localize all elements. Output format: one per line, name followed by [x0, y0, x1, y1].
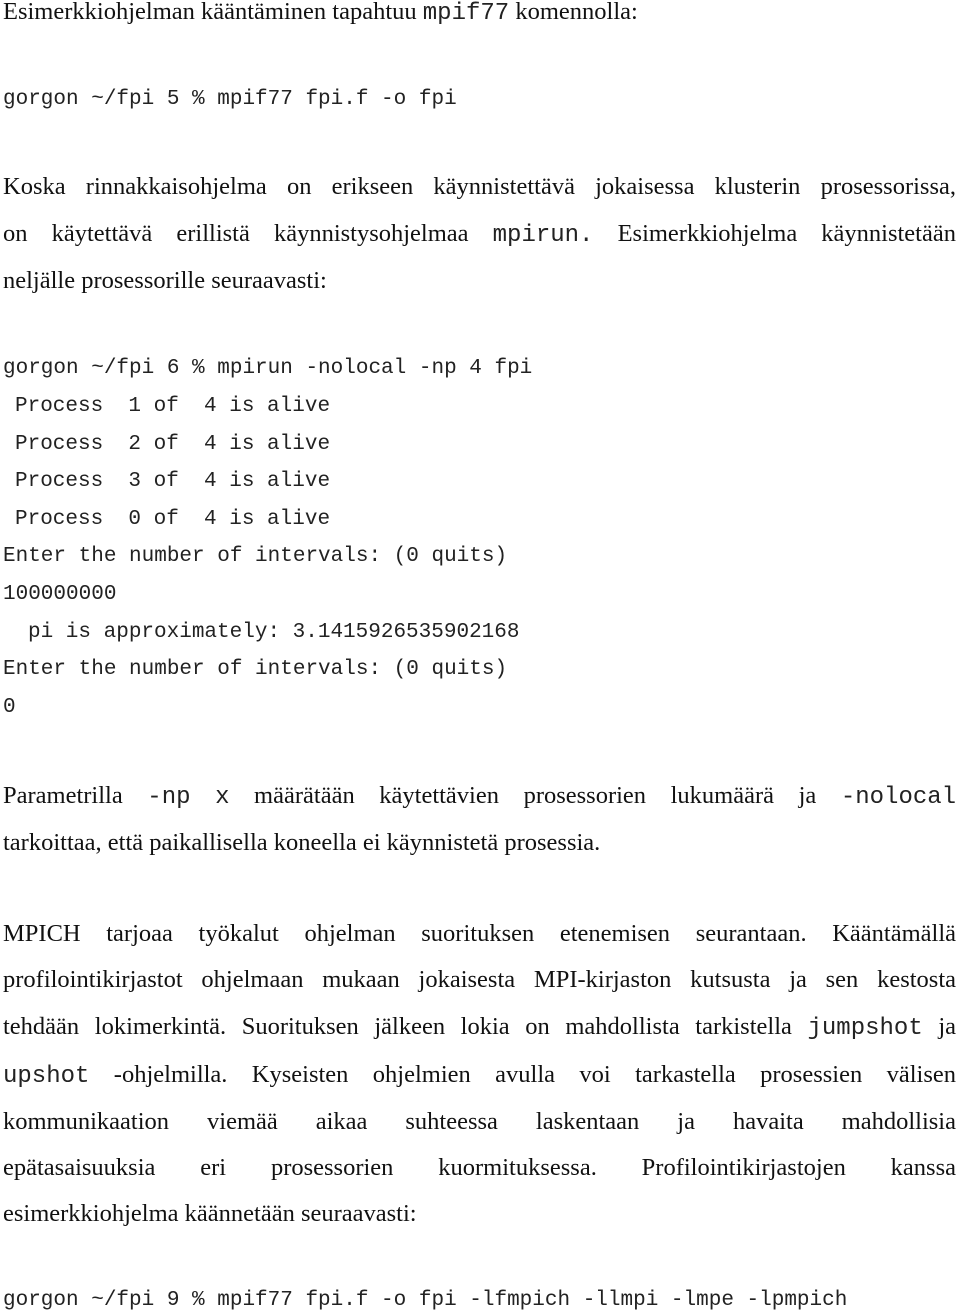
inline-command: upshot: [3, 1063, 90, 1090]
paragraph-mpirun-line1: Koska rinnakkaisohjelma on erikseen käynnistettävä jokaisessa klusterin prosessorissa,: [3, 173, 956, 200]
text: ja: [798, 782, 817, 809]
text: Parametrilla: [3, 782, 123, 809]
text: tehdään lokimerkintä. Suorituksen jälkeen lokia on mahdollista tarkistella: [3, 1013, 808, 1040]
paragraph-profiling-line1: MPICH tarjoaa työkalut ohjelman suorituksen etenemisen seurantaan. Kääntämällä: [3, 920, 956, 947]
code-profiling-compile: gorgon ~/fpi 9 % mpif77 fpi.f -o fpi -lfmpich -llmpi -lmpe -lpmpich: [3, 1289, 848, 1312]
text: Esimerkkiohjelman kääntäminen tapahtuu: [3, 0, 423, 25]
code-prompt: Enter the number of intervals: (0 quits): [3, 658, 508, 681]
text: Esimerkkiohjelma käynnistetään: [593, 220, 956, 247]
inline-option-arg: x: [215, 784, 230, 811]
code-mpirun-command: gorgon ~/fpi 6 % mpirun -nolocal -np 4 fpi: [3, 357, 533, 380]
text: komennolla:: [509, 0, 638, 25]
inline-command: mpirun.: [492, 222, 594, 249]
text: on käytettävä erillistä käynnistysohjelmaa: [3, 220, 493, 247]
code-prompt: Enter the number of intervals: (0 quits): [3, 545, 508, 568]
code-process-line: Process 2 of 4 is alive: [15, 433, 331, 456]
code-input: 0: [3, 696, 16, 719]
paragraph-mpirun-line3: neljälle prosessorille seuraavasti:: [3, 267, 327, 294]
code-process-line: Process 1 of 4 is alive: [15, 395, 331, 418]
inline-option: -np: [147, 784, 191, 811]
paragraph-profiling-line6: epätasaisuuksia eri prosessorien kuormituksessa. Profilointikirjastojen kanssa: [3, 1154, 956, 1181]
inline-command: mpif77: [422, 0, 510, 27]
text: prosessorien: [523, 782, 647, 809]
code-process-line: Process 0 of 4 is alive: [15, 508, 331, 531]
text: lukumäärä: [670, 782, 775, 809]
paragraph-profiling-line7: esimerkkiohjelma käännetään seuraavasti:: [3, 1200, 417, 1227]
paragraph-profiling-line3: [3, 1015, 956, 1041]
paragraph-params-line1: [3, 784, 956, 810]
text: käytettävien: [379, 782, 499, 809]
paragraph-profiling-line5: kommunikaation viemää aikaa suhteessa laskentaan ja havaita mahdollisia: [3, 1108, 956, 1135]
paragraph-profiling-line4: [3, 1063, 956, 1089]
text: ja: [922, 1013, 956, 1040]
code-compile-command: gorgon ~/fpi 5 % mpif77 fpi.f -o fpi: [3, 88, 457, 111]
text: -ohjelmilla. Kyseisten ohjelmien avulla voi tarkastella prosessien välisen: [89, 1061, 956, 1088]
paragraph-mpirun-line2: [3, 222, 956, 248]
code-input: 100000000: [3, 583, 117, 606]
code-process-line: Process 3 of 4 is alive: [15, 470, 331, 493]
inline-option: -nolocal: [840, 784, 957, 811]
text: määrätään: [254, 782, 355, 809]
code-result: pi is approximately: 3.1415926535902168: [28, 621, 520, 644]
inline-command: jumpshot: [807, 1015, 923, 1042]
paragraph-params-line2: tarkoittaa, että paikallisella koneella ei käynnistetä prosessia.: [3, 829, 601, 856]
paragraph-profiling-line2: profilointikirjastot ohjelmaan mukaan jokaisesta MPI-kirjaston kutsusta ja sen kestosta: [3, 966, 956, 993]
paragraph-compile-intro: [3, 0, 638, 26]
